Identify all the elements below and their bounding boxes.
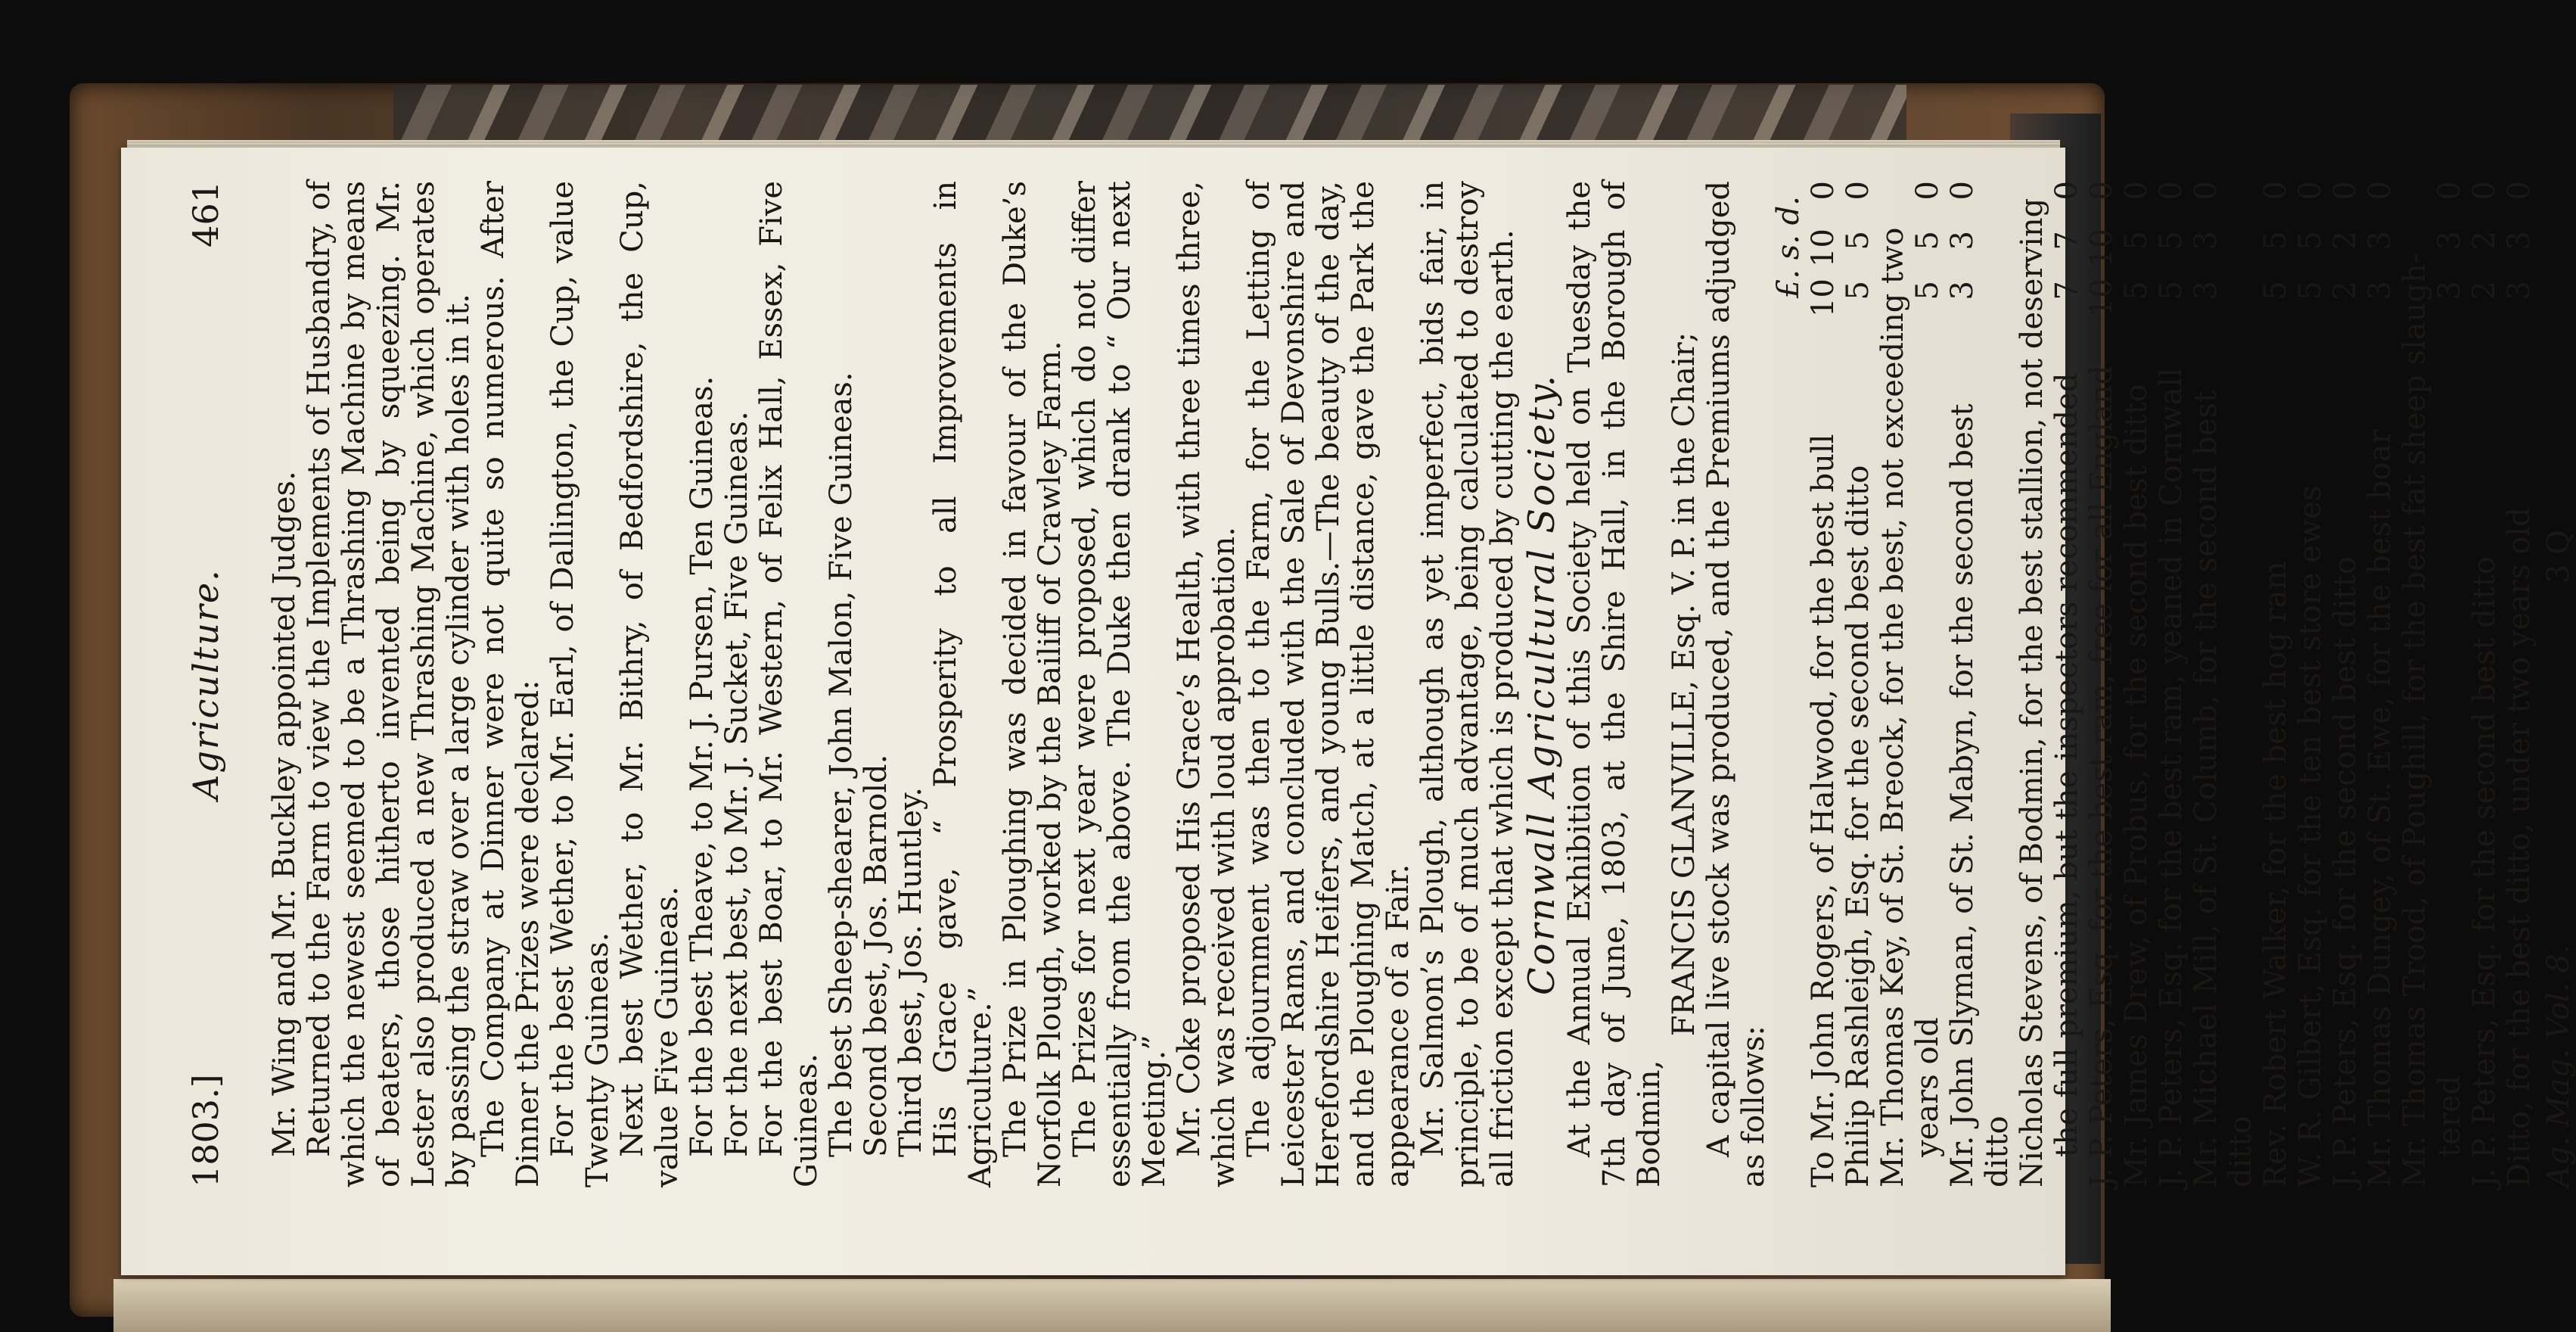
premium-recipient-continued: years old	[1910, 1017, 1945, 1157]
page-footer	[2541, 181, 2576, 1187]
premium-shillings: 5	[1910, 231, 1945, 251]
premium-amount	[2293, 181, 2328, 332]
premium-entry	[2467, 181, 2502, 1187]
premium-pence: 0	[2049, 181, 2084, 201]
premium-recipient: W. R. Gilbert, Esq. for the ten best store ewes	[2293, 485, 2328, 1187]
paragraph: Second best, Jos. Barnold.	[859, 754, 893, 1157]
premium-recipient: Mr. Michael Mill, of St. Columb, for the second best ditto	[2189, 390, 2258, 1187]
premium-recipient: Mr. Thomas Key, of St. Breock, for the best, not exceeding two	[1875, 227, 1910, 1187]
premium-entry	[2015, 181, 2049, 1187]
premium-shillings: 3	[2363, 231, 2397, 251]
premium-recipient: Nicholas Stevens, of Bodmin, for the best stallion, not deserving	[2015, 198, 2049, 1187]
paragraph: Mr. Salmon’s Plough, although as yet imperfect, bids fair, in principle, to be of much advantage, being calculated to destroy all friction except that which is produced by cutting the earth.	[1415, 181, 1520, 1187]
premium-pounds: 2	[2467, 281, 2502, 300]
premium-shillings: 10	[1806, 229, 1841, 267]
paragraph: Next best Wether, to Mr. Bithry, of Bedfordshire, the Cup, value Five Guineas.	[615, 181, 685, 1187]
premium-shillings: 5	[2119, 231, 2154, 251]
premium-recipient: J. P. Peters, Esq. for the second best ditto	[2467, 556, 2502, 1187]
premium-pounds: 10	[2084, 279, 2119, 317]
premium-entry	[1806, 181, 1841, 1187]
premium-pounds: 10	[1806, 279, 1841, 317]
premium-entry	[1875, 181, 1910, 1187]
premium-amount	[1945, 181, 1980, 332]
premium-pounds: 5	[1841, 281, 1875, 300]
page-number: 461	[185, 181, 226, 247]
premium-pounds: 3	[2502, 281, 2537, 300]
premium-entry-continued	[1910, 181, 1945, 1187]
premium-amount	[2189, 181, 2223, 332]
paragraph: For the best Theave, to Mr. J. Pursen, Ten Guineas.	[685, 375, 719, 1157]
premium-recipient: Ditto, for the best ditto, under two years old	[2502, 507, 2537, 1187]
premium-recipient: Mr. James Drew, of Probus, for the second best ditto	[2119, 384, 2154, 1187]
paragraph: For the next best, to Mr. J. Sucket, Five Guineas.	[719, 411, 754, 1157]
premium-recipient: Philip Rashleigh, Esq. for the second best ditto	[1841, 465, 1875, 1187]
premium-recipient: Mr. Thomas Trood, of Poughill, for the best fat sheep slaugh-	[2397, 253, 2432, 1187]
page-text-block	[185, 166, 2576, 1210]
premium-pence: 0	[2328, 181, 2363, 201]
premium-shillings: 5	[1841, 231, 1875, 251]
premium-shillings: 10	[2084, 229, 2119, 267]
premium-entry	[1945, 181, 2015, 1187]
premium-pence: 0	[2189, 181, 2223, 201]
premium-amount	[1910, 181, 1945, 332]
premium-pounds: 3	[2432, 281, 2467, 300]
paragraph: For the best Boar, to Mr. Western, of Felix Hall, Essex, Five Guineas.	[754, 181, 824, 1187]
paragraph: The best Sheep-shearer, John Malon, Five Guineas.	[824, 372, 859, 1157]
paragraph: For the best Wether, to Mr. Earl, of Dallington, the Cup, value Twenty Guineas.	[545, 181, 615, 1187]
premium-shillings: 3	[1945, 231, 1980, 251]
premium-pence: 0	[2467, 181, 2502, 201]
premium-pounds: 3	[2363, 281, 2397, 300]
paragraph: The Prize in Ploughing was decided in favour of the Duke’s Norfolk Plough, worked by the Bailiff of Crawley Farm.	[998, 181, 1067, 1187]
premium-amount	[2154, 181, 2189, 332]
premium-pence: 0	[2119, 181, 2154, 201]
premium-shillings: 2	[2467, 231, 2502, 251]
premium-shillings: 5	[2293, 231, 2328, 251]
premium-recipient: Mr. Thomas Dungey, of St. Ewe, for the best boar	[2363, 429, 2397, 1187]
premium-entry-continued	[2432, 181, 2467, 1187]
footer-signature: 3 Q	[2541, 530, 2576, 584]
premium-amount	[1841, 181, 1875, 332]
premium-pence: 0	[2154, 181, 2189, 201]
premium-pence: 0	[1910, 181, 1945, 201]
premium-recipient: J. P. Peters, Esq. for the best ram, free for all England	[2084, 365, 2119, 1187]
premium-entry	[2293, 181, 2328, 1187]
premium-pounds: 5	[2154, 281, 2189, 300]
paragraph: His Grace gave, “ Prosperity to all Improvements in Agriculture.”	[928, 181, 998, 1187]
premium-recipient: Mr. John Slyman, of St. Mabyn, for the second best ditto	[1945, 403, 2015, 1187]
premium-entry	[2502, 181, 2537, 1187]
premium-pence: 0	[2363, 181, 2397, 201]
premium-shillings: 5	[2258, 231, 2293, 251]
premiums-intro: A capital live stock was produced, and the Premiums adjudged as follows:	[1701, 181, 1771, 1187]
premium-amount	[2049, 181, 2084, 332]
premium-recipient-continued: the full premium, but the inspectors recommended	[2049, 372, 2084, 1157]
premium-amount	[2119, 181, 2154, 332]
premium-entry-continued	[2049, 181, 2084, 1187]
premium-pence: 0	[2258, 181, 2293, 201]
premium-entry	[2189, 181, 2258, 1187]
premium-amount	[2432, 181, 2467, 332]
premium-entry	[2084, 181, 2119, 1187]
premium-amount	[2502, 181, 2537, 332]
paragraph: Mr. Wing and Mr. Buckley appointed Judges.	[267, 471, 302, 1157]
premium-pounds: 3	[1945, 281, 1980, 300]
premium-pence: 0	[1945, 181, 1980, 201]
premium-entry	[1841, 181, 1875, 1187]
premium-shillings: 2	[2328, 231, 2363, 251]
paragraph: The adjournment was then to the Farm, for the Letting of Leicester Rams, and concluded with the Sale of Devonshire and Herefordshire Heifers, and young Bulls.—The beauty of the day, and the Ploughing Match, at a little distance, gave the Park the appearance of a Fair.	[1241, 181, 1415, 1187]
premium-pence: 0	[2502, 181, 2537, 201]
premium-entry	[2363, 181, 2397, 1187]
premium-entry	[2119, 181, 2154, 1187]
premium-entry	[2397, 181, 2432, 1187]
premium-pounds: 3	[2189, 281, 2223, 300]
premium-pounds: 5	[2258, 281, 2293, 300]
premium-pence: 0	[2293, 181, 2328, 201]
premium-pence: 0	[1841, 181, 1875, 201]
premium-recipient: J. P. Peters, Esq. for the best ram, yeaned in Cornwall	[2154, 367, 2189, 1187]
premium-amount	[2328, 181, 2363, 332]
premium-shillings: 3	[2189, 231, 2223, 251]
section-title: Cornwall Agricultural Society.	[1521, 372, 1563, 996]
facing-page-edge	[113, 1279, 2111, 1332]
premium-list	[1806, 181, 2537, 1187]
premium-pounds: 5	[2119, 281, 2154, 300]
premium-pence: 0	[1806, 181, 1841, 201]
premium-shillings: 3	[2432, 231, 2467, 251]
premium-recipient: J. P. Peters, Esq. for the second best ditto	[2328, 556, 2363, 1187]
paragraph: The Company at Dinner were not quite so numerous. After Dinner the Prizes were declared:	[476, 181, 545, 1187]
premium-entry	[2154, 181, 2189, 1187]
premium-entry	[2258, 181, 2293, 1187]
premium-amount	[2467, 181, 2502, 332]
premium-shillings: 3	[2502, 231, 2537, 251]
premium-pounds: 2	[2328, 281, 2363, 300]
premium-pounds: 5	[2293, 281, 2328, 300]
premium-entry	[2328, 181, 2363, 1187]
paragraph: Third best, Jos. Huntley.	[893, 786, 928, 1157]
society-intro: At the Annual Exhibition of this Society held on Tuesday the 7th day of June, 1803, at the Shire Hall, in the Borough of Bodmin,	[1562, 181, 1667, 1187]
premium-amount	[2258, 181, 2293, 332]
premium-pounds: 5	[1910, 281, 1945, 300]
premium-shillings: 5	[2154, 231, 2189, 251]
running-header	[185, 181, 234, 1187]
header-title: Agriculture.	[185, 568, 226, 800]
paragraph: The Prizes for next year were proposed, which do not differ essentially from the above. The Duke then drank to “ Our next Meeting.”	[1067, 181, 1172, 1187]
premium-recipient: To Mr. John Rogers, of Halwood, for the best bull	[1806, 434, 1841, 1187]
premium-pence: 0	[2084, 181, 2119, 201]
paragraph: Returned to the Farm to view the Implements of Husbandry, of which the newest seemed to be a Thrashing Machine by means of beaters, those hitherto invented being by squeezing. Mr. Lester also produced a new Thrashing Machine, which operates by passing the straw over a large cylinder with holes in it.	[302, 181, 476, 1187]
premium-amount	[2363, 181, 2397, 332]
footer-volume: Ag. Mag. Vol. 8.	[2541, 944, 2576, 1187]
page-body	[267, 181, 2576, 1187]
header-year: 1803.]	[185, 1074, 226, 1187]
premium-amount	[1806, 181, 1841, 332]
premium-recipient: Rev. Robert Walker, for the best hog ram	[2258, 561, 2293, 1187]
premium-shillings: 7	[2049, 231, 2084, 251]
chair-line: FRANCIS GLANVILLE, Esq. V. P. in the Chair;	[1667, 331, 1701, 1037]
premium-recipient-continued: tered	[2432, 1075, 2467, 1157]
premium-pence: 0	[2432, 181, 2467, 201]
currency-heading: £. s. d.	[1771, 196, 1806, 299]
premium-amount	[2084, 181, 2119, 332]
premium-pounds: 7	[2049, 281, 2084, 300]
paragraph: Mr. Coke proposed His Grace’s Health, with three times three, which was received with loud approbation.	[1172, 181, 1241, 1187]
